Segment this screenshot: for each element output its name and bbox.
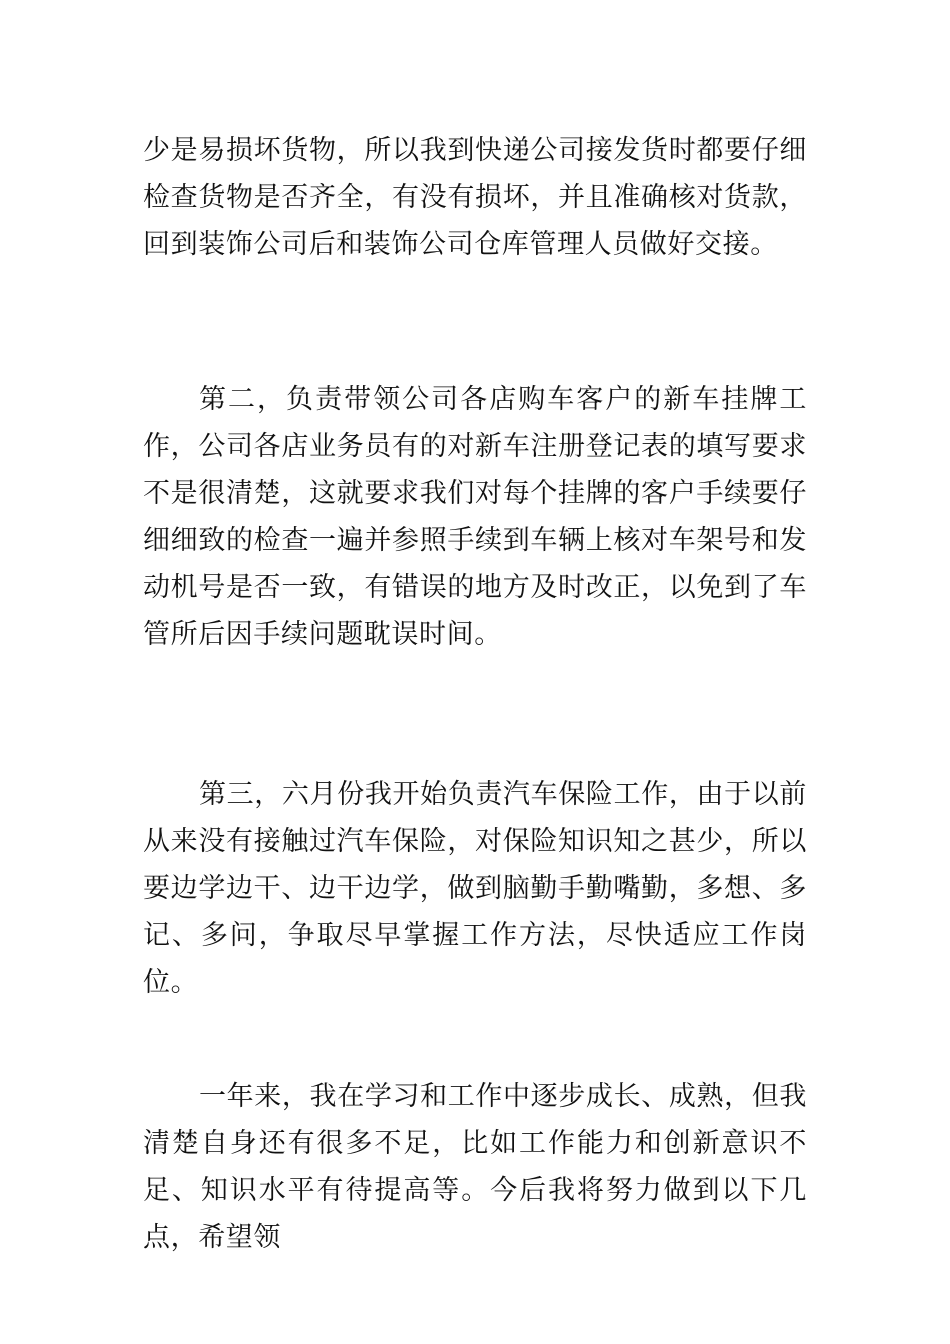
- paragraph-year-summary: 一年来，我在学习和工作中逐步成长、成熟，但我清楚自身还有很多不足，比如工作能力和创新意识不足、知识水平有待提高等。今后我将努力做到以下几点，希望领: [143, 1081, 807, 1253]
- paragraph-third-duty: 第三，六月份我开始负责汽车保险工作，由于以前从来没有接触过汽车保险，对保险知识知之甚少，所以要边学边干、边干边学，做到脑勤手勤嘴勤，多想、多记、多问，争取尽早掌握工作方法，尽快适应工作岗位。: [143, 779, 807, 998]
- paragraph-second-duty: 第二，负责带领公司各店购车客户的新车挂牌工作，公司各店业务员有的对新车注册登记表的填写要求不是很清楚，这就要求我们对每个挂牌的客户手续要仔细细致的检查一遍并参照手续到车辆上核对车架号和发动机号是否一致，有错误的地方及时改正，以免到了车管所后因手续问题耽误时间。: [143, 384, 807, 650]
- paragraph-continuation: 少是易损坏货物，所以我到快递公司接发货时都要仔细检查货物是否齐全，有没有损坏，并且准确核对货款，回到装饰公司后和装饰公司仓库管理人员做好交接。: [143, 135, 807, 260]
